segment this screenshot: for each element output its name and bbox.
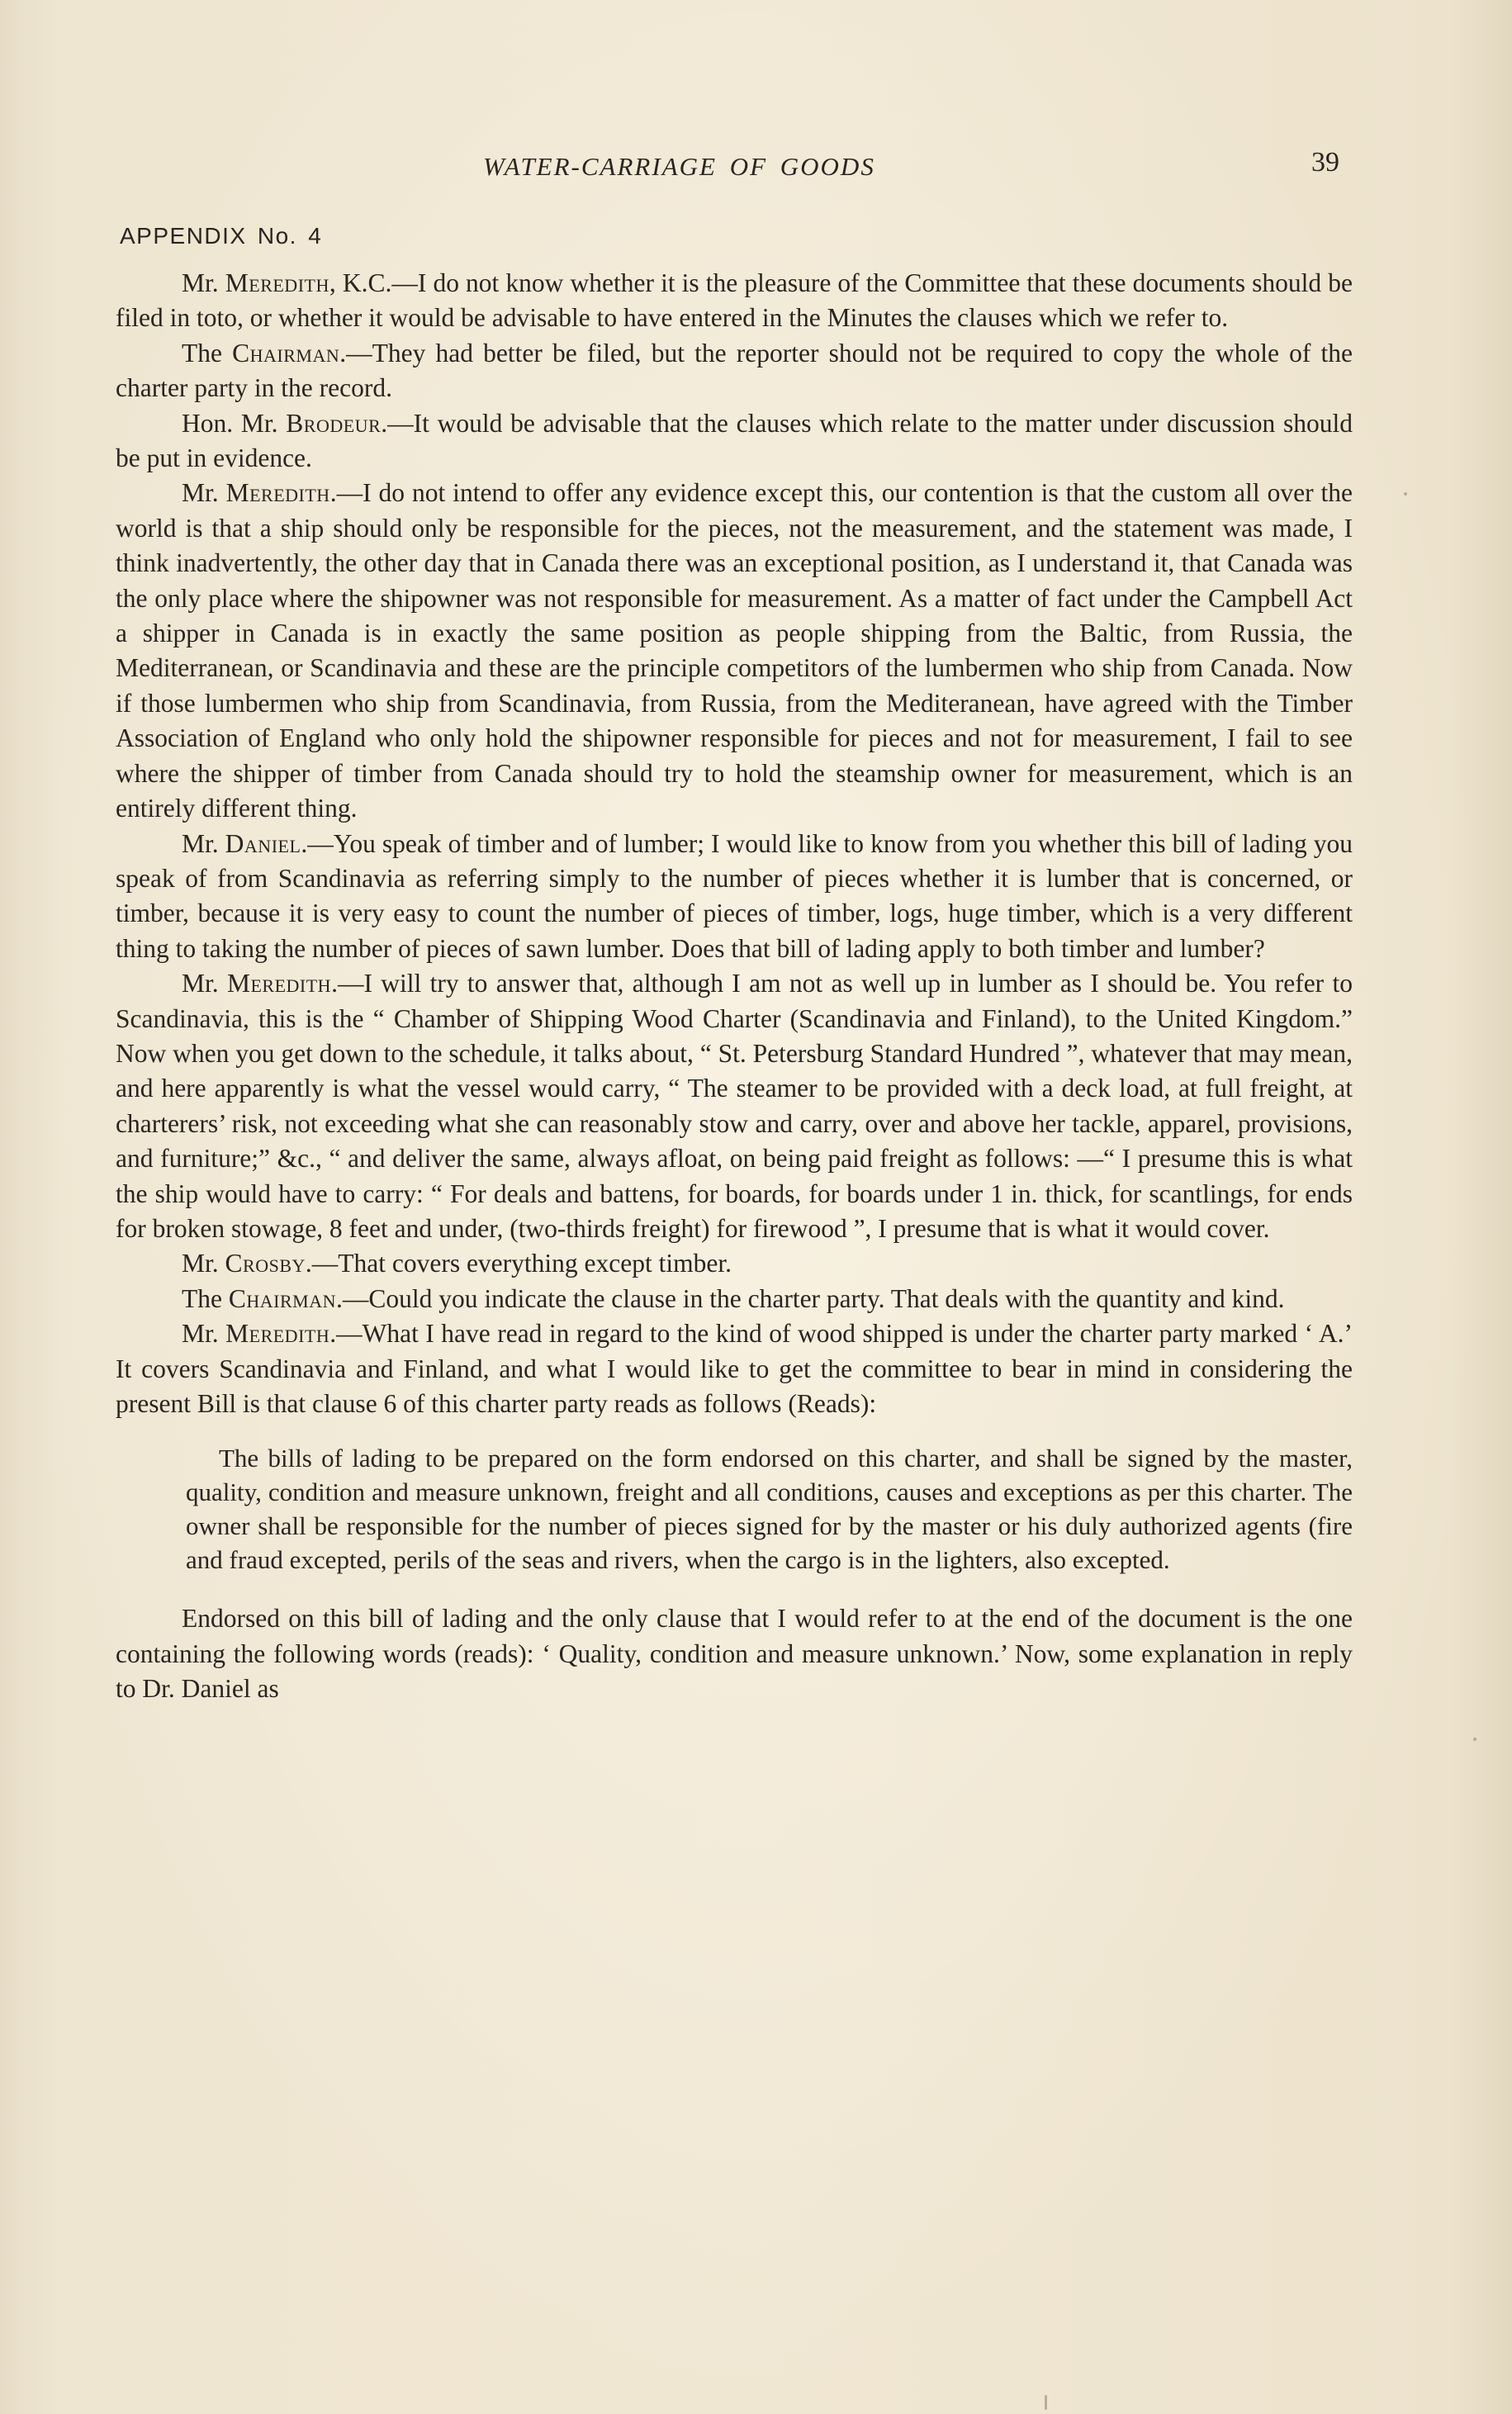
speaker-name: Chairman (232, 338, 340, 368)
speaker-suffix: . (329, 1319, 337, 1349)
speaker-suffix: . (339, 338, 347, 368)
paper-speck (1045, 2395, 1047, 2410)
speaker-prefix: Mr. (182, 478, 226, 508)
paragraph-text: —I do not intend to offer any evidence except this, our contention is that the custom all over the world is that a ship should only be responsible for the pieces, not the measurement, and the statement was made, I think inadvertently, the other day that in Canada there was an exceptional position, as I understand it, that Canada was the only place where the shipowner was not responsible for measurement. As a matter of fact under the Campbell Act a shipper in Canada is in exactly the same position as people shipping from the Baltic, from Russia, the Mediterranean, or Scandinavia and these are the principle competitors of the lumbermen who ship from Canada. Now if those lumbermen who ship from Scandinavia, from Russia, from the Mediteranean, have agreed with the Timber Association of England who only hold the shipowner responsible for pieces and not for measurement, I fail to see where the shipper of timber from Canada should try to hold the steamship owner for measurement, which is an entirely different thing. (116, 478, 1353, 823)
speaker-prefix: Mr. (182, 1319, 226, 1349)
paragraph (116, 266, 1353, 336)
speaker-name: Crosby (225, 1249, 306, 1278)
paragraph-text: —What I have read in regard to the kind of wood shipped is under the charter party marked ‘ A.’ It covers Scandinavia and Finland, and what I would like to get the committee to bear in mind in considering the present Bill is that clause 6 of this charter party reads as follows (Reads): (116, 1319, 1353, 1418)
speaker-name: Daniel (225, 828, 301, 858)
paper-speck (1404, 492, 1407, 496)
speaker-prefix: Mr. (182, 969, 227, 998)
paragraph (116, 1246, 1353, 1281)
speaker-name: Brodeur (286, 408, 382, 438)
body-text (116, 266, 1353, 1707)
appendix-label: APPENDIX No. 4 (120, 223, 323, 249)
speaker-name: Meredith (225, 268, 329, 297)
paragraph (116, 336, 1353, 406)
speaker-prefix: Mr. (182, 1249, 225, 1278)
paragraph-text: —You speak of timber and of lumber; I would like to know from you whether this bill of lading you speak of from Scandinavia as referring simply to the number of pieces whether it is lumber that is concerned, or timber, because it is very easy to count the number of pieces of timber, logs, huge timber, which is a very different thing to taking the number of pieces of sawn lumber. Does that bill of lading apply to both timber and lumber? (116, 828, 1353, 963)
paragraph-text: —It would be advisable that the clauses which relate to the matter under discussion should be put in evidence. (116, 408, 1353, 473)
paragraph-text: —That covers everything except timber. (311, 1249, 732, 1278)
paragraph (116, 406, 1353, 477)
speaker-suffix: . (335, 1283, 343, 1313)
page-number: 39 (1311, 147, 1339, 178)
running-title: WATER-CARRIAGE OF GOODS (483, 152, 875, 181)
paragraph-text: —Could you indicate the clause in the charter party. That deals with the quantity and kind. (342, 1283, 1285, 1313)
speaker-name: Meredith (226, 969, 332, 998)
speaker-suffix: . (329, 478, 337, 508)
speaker-suffix: . (301, 828, 308, 858)
paragraph (116, 827, 1353, 967)
paragraph (116, 1316, 1353, 1421)
speaker-name: Meredith (225, 1319, 330, 1349)
running-head (0, 147, 1512, 188)
paragraph-text: —I do not know whether it is the pleasure of the Committee that these documents should be filed in toto, or whether it would be advisable to have entered in the Minutes the clauses which we refer to. (116, 268, 1353, 333)
speaker-prefix: Mr. (182, 828, 225, 858)
speaker-name: Meredith (225, 478, 330, 508)
speaker-prefix: The (182, 338, 233, 368)
speaker-prefix: Mr. (182, 268, 225, 297)
speaker-prefix: The (182, 1283, 229, 1313)
speaker-prefix: Hon. Mr. (182, 408, 287, 438)
paragraph-text: —I will try to answer that, although I am not as well up in lumber as I should be. You refer to Scandinavia, this is the “ Chamber of Shipping Wood Charter (Scandinavia and Finland), to the United Kingdom.” Now when you get down to the schedule, it talks about, “ St. Petersburg Standard Hundred ”, whatever that may mean, and here apparently is what the vessel would carry, “ The steamer to be provided with a deck load, at full freight, at charterers’ risk, not exceeding what she can reasonably stow and carry, over and above her tackle, apparel, provisions, and furniture;” &c., “ and deliver the same, always afloat, on being paid freight as follows: —“ I presume this is what the ship would have to carry: “ For deals and battens, for boards, for boards under 1 in. thick, for scantlings, for ends for broken stowage, 8 feet and under, (two-thirds freight) for firewood ”, I presume that is what it would cover. (116, 969, 1353, 1243)
speaker-suffix: . (331, 969, 338, 998)
paper-speck (1473, 1738, 1476, 1741)
speaker-suffix: . (305, 1249, 312, 1278)
closing-paragraph: Endorsed on this bill of lading and the only clause that I would refer to at the end of the document is the one containing the following words (reads): ‘ Quality, condition and measure unknown.’ Now, some explanation in reply to Dr. Daniel as (116, 1604, 1353, 1704)
speaker-suffix: . (381, 408, 388, 438)
speaker-name: Chairman (228, 1283, 336, 1313)
block-quote: The bills of lading to be prepared on the form endorsed on this charter, and shall be signed by the master, quality, condition and measure unknown, freight and all conditions, causes and exceptions as per this charter. The owner shall be responsible for the number of pieces signed for by the master or his duly authorized agents (fire and fraud excepted, perils of the seas and rivers, when the cargo is in the lighters, also excepted. (186, 1444, 1353, 1575)
paragraph (116, 476, 1353, 826)
paragraph (116, 966, 1353, 1246)
paragraph-text: —They had better be filed, but the reporter should not be required to copy the whole of the charter party in the record. (116, 338, 1353, 403)
paragraph (116, 1282, 1353, 1316)
speaker-suffix: , K.C. (329, 268, 392, 297)
